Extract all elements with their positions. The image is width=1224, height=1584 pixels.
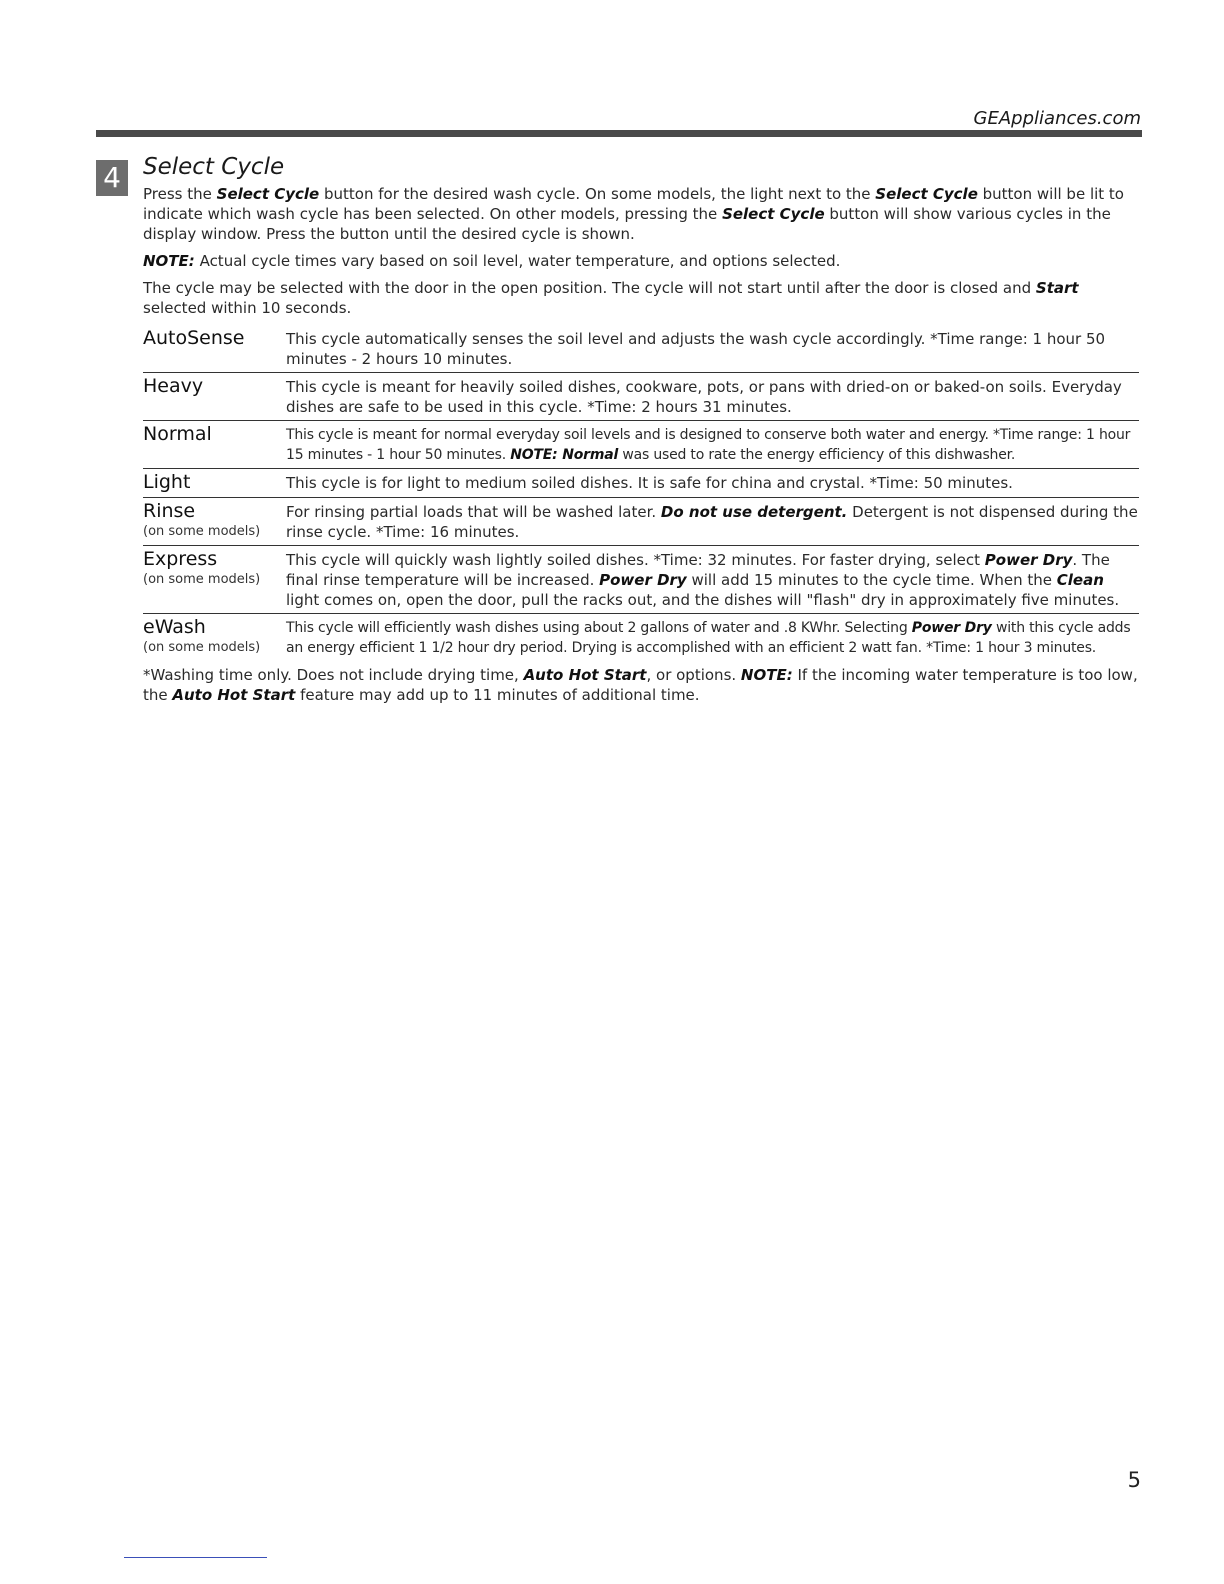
cycle-row-heavy xyxy=(143,373,1139,421)
cycle-availability-note: (on some models) xyxy=(143,524,261,539)
description-text: For rinsing partial loads that will be washed later. xyxy=(286,503,661,521)
emphasis-term: Start xyxy=(1035,279,1079,297)
cycle-availability-note: (on some models) xyxy=(143,640,261,655)
section-content xyxy=(143,152,1139,705)
emphasis-term: Auto Hot Start xyxy=(172,686,296,704)
door-text: The cycle may be selected with the door in the open position. The cycle will not start until after the door is closed and xyxy=(143,279,1036,297)
cycle-name: eWash xyxy=(143,616,206,638)
intro-paragraph xyxy=(143,184,1139,244)
intro-text: button for the desired wash cycle. On some models, the light next to the xyxy=(319,185,876,203)
description-text: with this cycle adds an energy efficient 1 1/2 hour dry period. Drying is accomplished with an efficient 2 watt fan. *Time: 1 hour 3 minutes. xyxy=(286,620,1131,656)
page-number: 5 xyxy=(1127,1468,1141,1492)
cycle-name-cell xyxy=(143,375,286,417)
cycle-row-autosense xyxy=(143,325,1139,373)
note-paragraph xyxy=(143,251,1139,271)
emphasis-term: Power Dry xyxy=(599,571,687,589)
cycle-name: Express xyxy=(143,548,218,570)
emphasis-term: Clean xyxy=(1056,571,1104,589)
cycle-name-cell xyxy=(143,616,286,658)
door-paragraph xyxy=(143,278,1139,318)
description-text: was used to rate the energy efficiency of this dishwasher. xyxy=(618,447,1016,463)
cycle-name-cell xyxy=(143,548,286,610)
cycle-description: This cycle automatically senses the soil level and adjusts the wash cycle accordingly. *Time range: 1 hour 50 minutes - 2 hours 10 minutes. xyxy=(286,330,1106,368)
footnote-text: *Washing time only. Does not include drying time, xyxy=(143,666,524,684)
description-text: This cycle will efficiently wash dishes using about 2 gallons of water and .8 KWhr. Selecting xyxy=(286,620,912,636)
cycle-table xyxy=(143,325,1139,661)
cycle-row-light xyxy=(143,469,1139,498)
description-text: Detergent is not dispensed during the rinse cycle. *Time: 16 minutes. xyxy=(286,503,1138,541)
emphasis-term: Select Cycle xyxy=(875,185,978,203)
cycle-name: Normal xyxy=(143,423,212,445)
header-rule xyxy=(96,130,1142,137)
cycle-name-cell xyxy=(143,500,286,542)
cycle-availability-note: (on some models) xyxy=(143,572,261,587)
note-label: NOTE: xyxy=(143,252,195,270)
intro-text: button will be lit to indicate which wash cycle has been selected. On other models, pressing the xyxy=(143,185,1124,223)
cycle-row-rinse xyxy=(143,498,1139,546)
cycle-name-cell xyxy=(143,423,286,465)
step-number-badge: 4 xyxy=(96,160,128,196)
cycle-name: AutoSense xyxy=(143,327,245,349)
cycle-description xyxy=(286,616,1139,658)
cycle-name: Rinse xyxy=(143,500,196,522)
emphasis-term: Select Cycle xyxy=(216,185,320,203)
cycle-description xyxy=(286,500,1139,542)
footnote xyxy=(143,665,1139,705)
description-text: This cycle will quickly wash lightly soiled dishes. *Time: 32 minutes. For faster drying, select xyxy=(286,551,985,569)
cycle-name-cell xyxy=(143,327,286,369)
footnote-text: feature may add up to 11 minutes of additional time. xyxy=(295,686,700,704)
door-text: selected within 10 seconds. xyxy=(143,299,352,317)
cycle-row-normal xyxy=(143,421,1139,469)
emphasis-term: Auto Hot Start xyxy=(523,666,647,684)
bottom-divider xyxy=(124,1557,267,1558)
emphasis-term: Power Dry xyxy=(984,551,1073,569)
cycle-row-ewash xyxy=(143,614,1139,661)
emphasis-term: Power Dry xyxy=(911,620,992,636)
note-label: NOTE: xyxy=(740,666,793,684)
cycle-description xyxy=(286,548,1139,610)
cycle-name: Heavy xyxy=(143,375,204,397)
emphasis-term: NOTE: Normal xyxy=(510,447,619,463)
section-title: Select Cycle xyxy=(143,154,285,180)
cycle-description xyxy=(286,423,1139,465)
description-text: light comes on, open the door, pull the racks out, and the dishes will "flash" dry in approximately five minutes. xyxy=(286,591,1120,609)
emphasis-term: Select Cycle xyxy=(722,205,825,223)
cycle-name-cell xyxy=(143,471,286,494)
cycle-description: This cycle is for light to medium soiled dishes. It is safe for china and crystal. *Time: 50 minutes. xyxy=(286,474,1013,492)
footnote-text: , or options. xyxy=(646,666,741,684)
note-text: Actual cycle times vary based on soil level, water temperature, and options selected. xyxy=(194,252,841,270)
cycle-name: Light xyxy=(143,471,191,493)
description-text: will add 15 minutes to the cycle time. When the xyxy=(686,571,1057,589)
intro-text: button will show various cycles in the display window. Press the button until the desired cycle is shown. xyxy=(143,205,1111,243)
cycle-row-express xyxy=(143,546,1139,614)
description-text: This cycle is meant for normal everyday soil levels and is designed to conserve both water and energy. *Time range: 1 hour 15 minutes - 1 hour 50 minutes. xyxy=(286,427,1131,463)
description-text: . The final rinse temperature will be increased. xyxy=(286,551,1110,589)
emphasis-term: Do not use detergent. xyxy=(660,503,848,521)
site-url: GEAppliances.com xyxy=(973,108,1141,129)
intro-text: Press the xyxy=(143,185,217,203)
cycle-description: This cycle is meant for heavily soiled dishes, cookware, pots, or pans with dried-on or baked-on soils. Everyday dishes are safe to be used in this cycle. *Time: 2 hours 31 minutes. xyxy=(286,378,1122,416)
footnote-text: If the incoming water temperature is too low, the xyxy=(143,666,1138,704)
